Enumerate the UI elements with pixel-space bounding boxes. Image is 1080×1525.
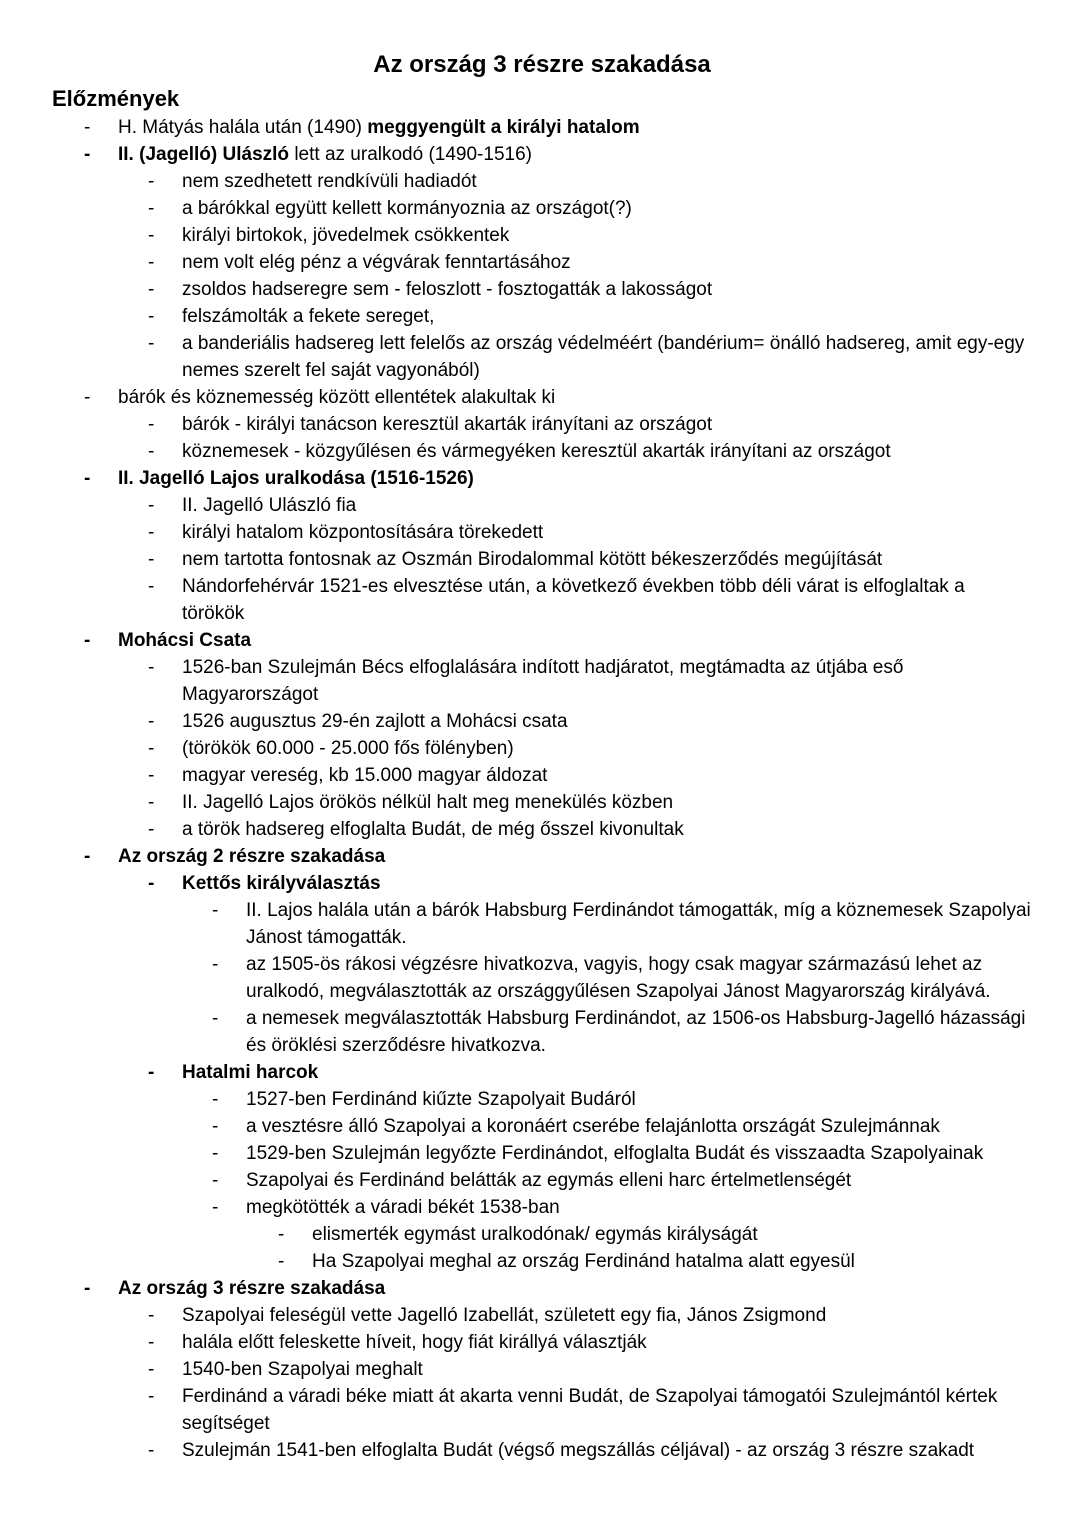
list-item [84, 141, 1032, 168]
bullet-dash: - [212, 1089, 219, 1110]
bullet-dash: - [148, 1332, 155, 1353]
list-item-text [182, 195, 1032, 222]
list-item [148, 195, 1032, 222]
bullet-dash: - [212, 1197, 219, 1218]
text-segment: Szulejmán 1541-ben elfoglalta Budát (végső megszállás céljával) - az ország 3 részre szakadt [182, 1440, 975, 1461]
list-item [148, 546, 1032, 573]
list-item [84, 384, 1032, 411]
text-segment: királyi birtokok, jövedelmek csökkentek [182, 225, 510, 246]
list-item [148, 654, 1032, 708]
bullet-dash: - [84, 630, 91, 651]
text-segment-bold: II. (Jagelló) Ulászló [118, 144, 290, 165]
text-segment: nem volt elég pénz a végvárak fenntartásához [182, 252, 571, 273]
bullet-dash: - [148, 711, 155, 732]
list-item-text [182, 1383, 1032, 1437]
list-item-text [182, 276, 1032, 303]
list-item [84, 1275, 1032, 1302]
bullet-dash: - [84, 846, 91, 867]
text-segment: a nemesek megválasztották Habsburg Ferdinándot, az 1506-os Habsburg-Jagelló házassági és öröklési szerződésre hivatkozva. [246, 1008, 1026, 1056]
list-item [84, 627, 1032, 654]
list-item-text [118, 465, 1032, 492]
list-item [148, 249, 1032, 276]
list-item-text [182, 222, 1032, 249]
text-segment: a török hadsereg elfoglalta Budát, de még ősszel kivonultak [182, 819, 684, 840]
bullet-dash: - [148, 1359, 155, 1380]
list-item [148, 276, 1032, 303]
text-segment: nem tartotta fontosnak az Oszmán Birodalommal kötött békeszerződés megújítását [182, 549, 883, 570]
document-title: Az ország 3 részre szakadása [373, 51, 711, 78]
bullet-dash: - [84, 468, 91, 489]
bullet-dash: - [84, 1278, 91, 1299]
bullet-dash: - [148, 1062, 155, 1083]
list-item-text [118, 627, 1032, 654]
bullet-dash: - [148, 792, 155, 813]
list-item [148, 519, 1032, 546]
bullet-dash: - [212, 954, 219, 975]
text-segment: a banderiális hadsereg lett felelős az ország védelméért (bandérium= önálló hadsereg, amit egy-egy nemes szerelt fel saját vagyonából) [182, 333, 1025, 381]
list-item [212, 1005, 1032, 1059]
list-item [148, 735, 1032, 762]
list-item-text [182, 573, 1032, 627]
list-item-text [246, 1140, 1032, 1167]
list-item [148, 1437, 1032, 1464]
list-item-text [182, 735, 1032, 762]
list-item-text [246, 897, 1032, 951]
list-item-text [182, 168, 1032, 195]
list-item-text [182, 816, 1032, 843]
text-segment: 1526 augusztus 29-én zajlott a Mohácsi csata [182, 711, 568, 732]
bullet-dash: - [148, 549, 155, 570]
bullet-dash: - [84, 387, 91, 408]
bullet-dash: - [212, 1143, 219, 1164]
list-item-text [246, 951, 1032, 1005]
text-segment: elismerték egymást uralkodónak/ egymás királyságát [312, 1224, 758, 1245]
list-item-text [246, 1167, 1032, 1194]
text-segment: 1526-ban Szulejmán Bécs elfoglalására indított hadjáratot, megtámadta az útjába eső Magyarországot [182, 657, 904, 705]
list-item-text [182, 492, 1032, 519]
list-item [278, 1221, 1032, 1248]
bullet-dash: - [148, 252, 155, 273]
list-item-text [246, 1113, 1032, 1140]
list-item-text [182, 330, 1032, 384]
list-item-text [182, 762, 1032, 789]
list-item-text [312, 1221, 1032, 1248]
text-segment: halála előtt feleskette híveit, hogy fiát királlyá választják [182, 1332, 647, 1353]
list-item-text [182, 546, 1032, 573]
text-segment: a bárókkal együtt kellett kormányoznia az országot(?) [182, 198, 632, 219]
text-segment: H. Mátyás halála után (1490) [118, 117, 368, 138]
bullet-dash: - [148, 576, 155, 597]
list-item [278, 1248, 1032, 1275]
bullet-dash: - [148, 765, 155, 786]
list-item [148, 492, 1032, 519]
bullet-dash: - [148, 873, 155, 894]
text-segment: bárók - királyi tanácson keresztül akarták irányítani az országot [182, 414, 713, 435]
list-item-text [182, 870, 1032, 897]
list-item-text [182, 654, 1032, 708]
list-item [84, 465, 1032, 492]
list-item-text [182, 789, 1032, 816]
text-segment: nem szedhetett rendkívüli hadiadót [182, 171, 477, 192]
list-item [148, 762, 1032, 789]
text-segment: a vesztésre álló Szapolyai a koronáért cserébe felajánlotta országát Szulejmánnak [246, 1116, 940, 1137]
text-segment: felszámolták a fekete sereget, [182, 306, 435, 327]
list-item [148, 816, 1032, 843]
list-item [148, 573, 1032, 627]
list-item [84, 114, 1032, 141]
list-item-text [246, 1005, 1032, 1059]
bullet-dash: - [148, 738, 155, 759]
list-item [148, 708, 1032, 735]
text-segment: II. Lajos halála után a bárók Habsburg Ferdinándot támogatták, míg a köznemesek Szapolyai Jánost támogatták. [246, 900, 1031, 948]
text-segment: köznemesek - közgyűlésen és vármegyéken keresztül akarták irányítani az országot [182, 441, 891, 462]
list-item-text [182, 1059, 1032, 1086]
list-item [212, 1113, 1032, 1140]
text-segment: bárók és köznemesség között ellentétek alakultak ki [118, 387, 556, 408]
section-heading: Előzmények [52, 86, 180, 111]
list-item [148, 411, 1032, 438]
list-item-text [182, 519, 1032, 546]
bullet-dash: - [84, 117, 91, 138]
bullet-dash: - [212, 1116, 219, 1137]
text-segment-bold: Hatalmi harcok [182, 1062, 319, 1083]
bullet-dash: - [148, 495, 155, 516]
bullet-dash: - [212, 900, 219, 921]
list-item [148, 870, 1032, 897]
bullet-dash: - [148, 819, 155, 840]
bullet-dash: - [148, 1305, 155, 1326]
list-item-text [118, 1275, 1032, 1302]
list-item [212, 951, 1032, 1005]
bullet-dash: - [212, 1170, 219, 1191]
list-item-text [182, 1302, 1032, 1329]
list-item [148, 438, 1032, 465]
text-segment-bold: meggyengült a királyi hatalom [367, 117, 640, 138]
text-segment: az 1505-ös rákosi végzésre hivatkozva, vagyis, hogy csak magyar származású lehet az uralkodó, megválasztották az országgyűlésen Szapolyai Jánost Magyarország királyává. [246, 954, 991, 1002]
text-segment: II. Jagelló Lajos örökös nélkül halt meg menekülés közben [182, 792, 674, 813]
text-segment: 1527-ben Ferdinánd kiűzte Szapolyait Budáról [246, 1089, 636, 1110]
list-item [212, 1194, 1032, 1221]
text-segment: lett az uralkodó (1490-1516) [289, 144, 532, 165]
list-item-text [182, 1329, 1032, 1356]
bullet-dash: - [278, 1251, 285, 1272]
list-item [212, 1140, 1032, 1167]
bullet-dash: - [148, 1440, 155, 1461]
list-item-text [118, 141, 1032, 168]
list-item-text [246, 1086, 1032, 1113]
list-item [148, 222, 1032, 249]
text-segment: királyi hatalom központosítására törekedett [182, 522, 544, 543]
text-segment-bold: Kettős királyválasztás [182, 873, 381, 894]
text-segment: Nándorfehérvár 1521-es elvesztése után, a következő években több déli várat is elfoglaltak a törökök [182, 576, 965, 624]
list-item [148, 1356, 1032, 1383]
list-item-text [182, 303, 1032, 330]
text-segment-bold: Mohácsi Csata [118, 630, 252, 651]
text-segment: magyar vereség, kb 15.000 magyar áldozat [182, 765, 548, 786]
list-item [212, 1086, 1032, 1113]
bullet-dash: - [278, 1224, 285, 1245]
text-segment: megkötötték a váradi békét 1538-ban [246, 1197, 560, 1218]
list-item [212, 1167, 1032, 1194]
bullet-dash: - [84, 144, 91, 165]
bullet-dash: - [148, 522, 155, 543]
list-item [148, 1059, 1032, 1086]
list-item-text [312, 1248, 1032, 1275]
text-segment-bold: Az ország 2 részre szakadása [118, 846, 386, 867]
text-segment: zsoldos hadseregre sem - feloszlott - fosztogatták a lakosságot [182, 279, 713, 300]
bullet-dash: - [148, 225, 155, 246]
text-segment: 1540-ben Szapolyai meghalt [182, 1359, 423, 1380]
list-item-text [182, 708, 1032, 735]
text-segment-bold: Az ország 3 részre szakadása [118, 1278, 386, 1299]
list-item [148, 168, 1032, 195]
list-item-text [182, 1356, 1032, 1383]
list-item-text [246, 1194, 1032, 1221]
text-segment: (törökök 60.000 - 25.000 fős fölényben) [182, 738, 514, 759]
bullet-dash: - [148, 279, 155, 300]
bullet-dash: - [148, 333, 155, 354]
list-item [148, 303, 1032, 330]
list-item [148, 1329, 1032, 1356]
list-item [84, 843, 1032, 870]
text-segment: 1529-ben Szulejmán legyőzte Ferdinándot, elfoglalta Budát és visszaadta Szapolyainak [246, 1143, 984, 1164]
list-item-text [182, 411, 1032, 438]
bullet-dash: - [148, 414, 155, 435]
list-item-text [182, 249, 1032, 276]
list-item-text [182, 438, 1032, 465]
list-item [212, 897, 1032, 951]
bullet-dash: - [148, 1386, 155, 1407]
list-item-text [118, 384, 1032, 411]
bullet-dash: - [148, 198, 155, 219]
list-item-text [118, 843, 1032, 870]
bullet-list [52, 114, 1032, 1464]
bullet-dash: - [148, 441, 155, 462]
text-segment: Ferdinánd a váradi béke miatt át akarta venni Budát, de Szapolyai támogatói Szulejmántól kértek segítséget [182, 1386, 998, 1434]
text-segment: Ha Szapolyai meghal az ország Ferdinánd hatalma alatt egyesül [312, 1251, 855, 1272]
bullet-dash: - [212, 1008, 219, 1029]
text-segment-bold: II. Jagelló Lajos uralkodása (1516-1526) [118, 468, 474, 489]
list-item [148, 330, 1032, 384]
list-item [148, 1302, 1032, 1329]
list-item-text [118, 114, 1032, 141]
bullet-dash: - [148, 306, 155, 327]
text-segment: II. Jagelló Ulászló fia [182, 495, 357, 516]
list-item-text [182, 1437, 1032, 1464]
text-segment: Szapolyai feleségül vette Jagelló Izabellát, született egy fia, János Zsigmond [182, 1305, 827, 1326]
text-segment: Szapolyai és Ferdinánd belátták az egymás elleni harc értelmetlenségét [246, 1170, 852, 1191]
list-item [148, 789, 1032, 816]
list-item [148, 1383, 1032, 1437]
bullet-dash: - [148, 171, 155, 192]
bullet-dash: - [148, 657, 155, 678]
